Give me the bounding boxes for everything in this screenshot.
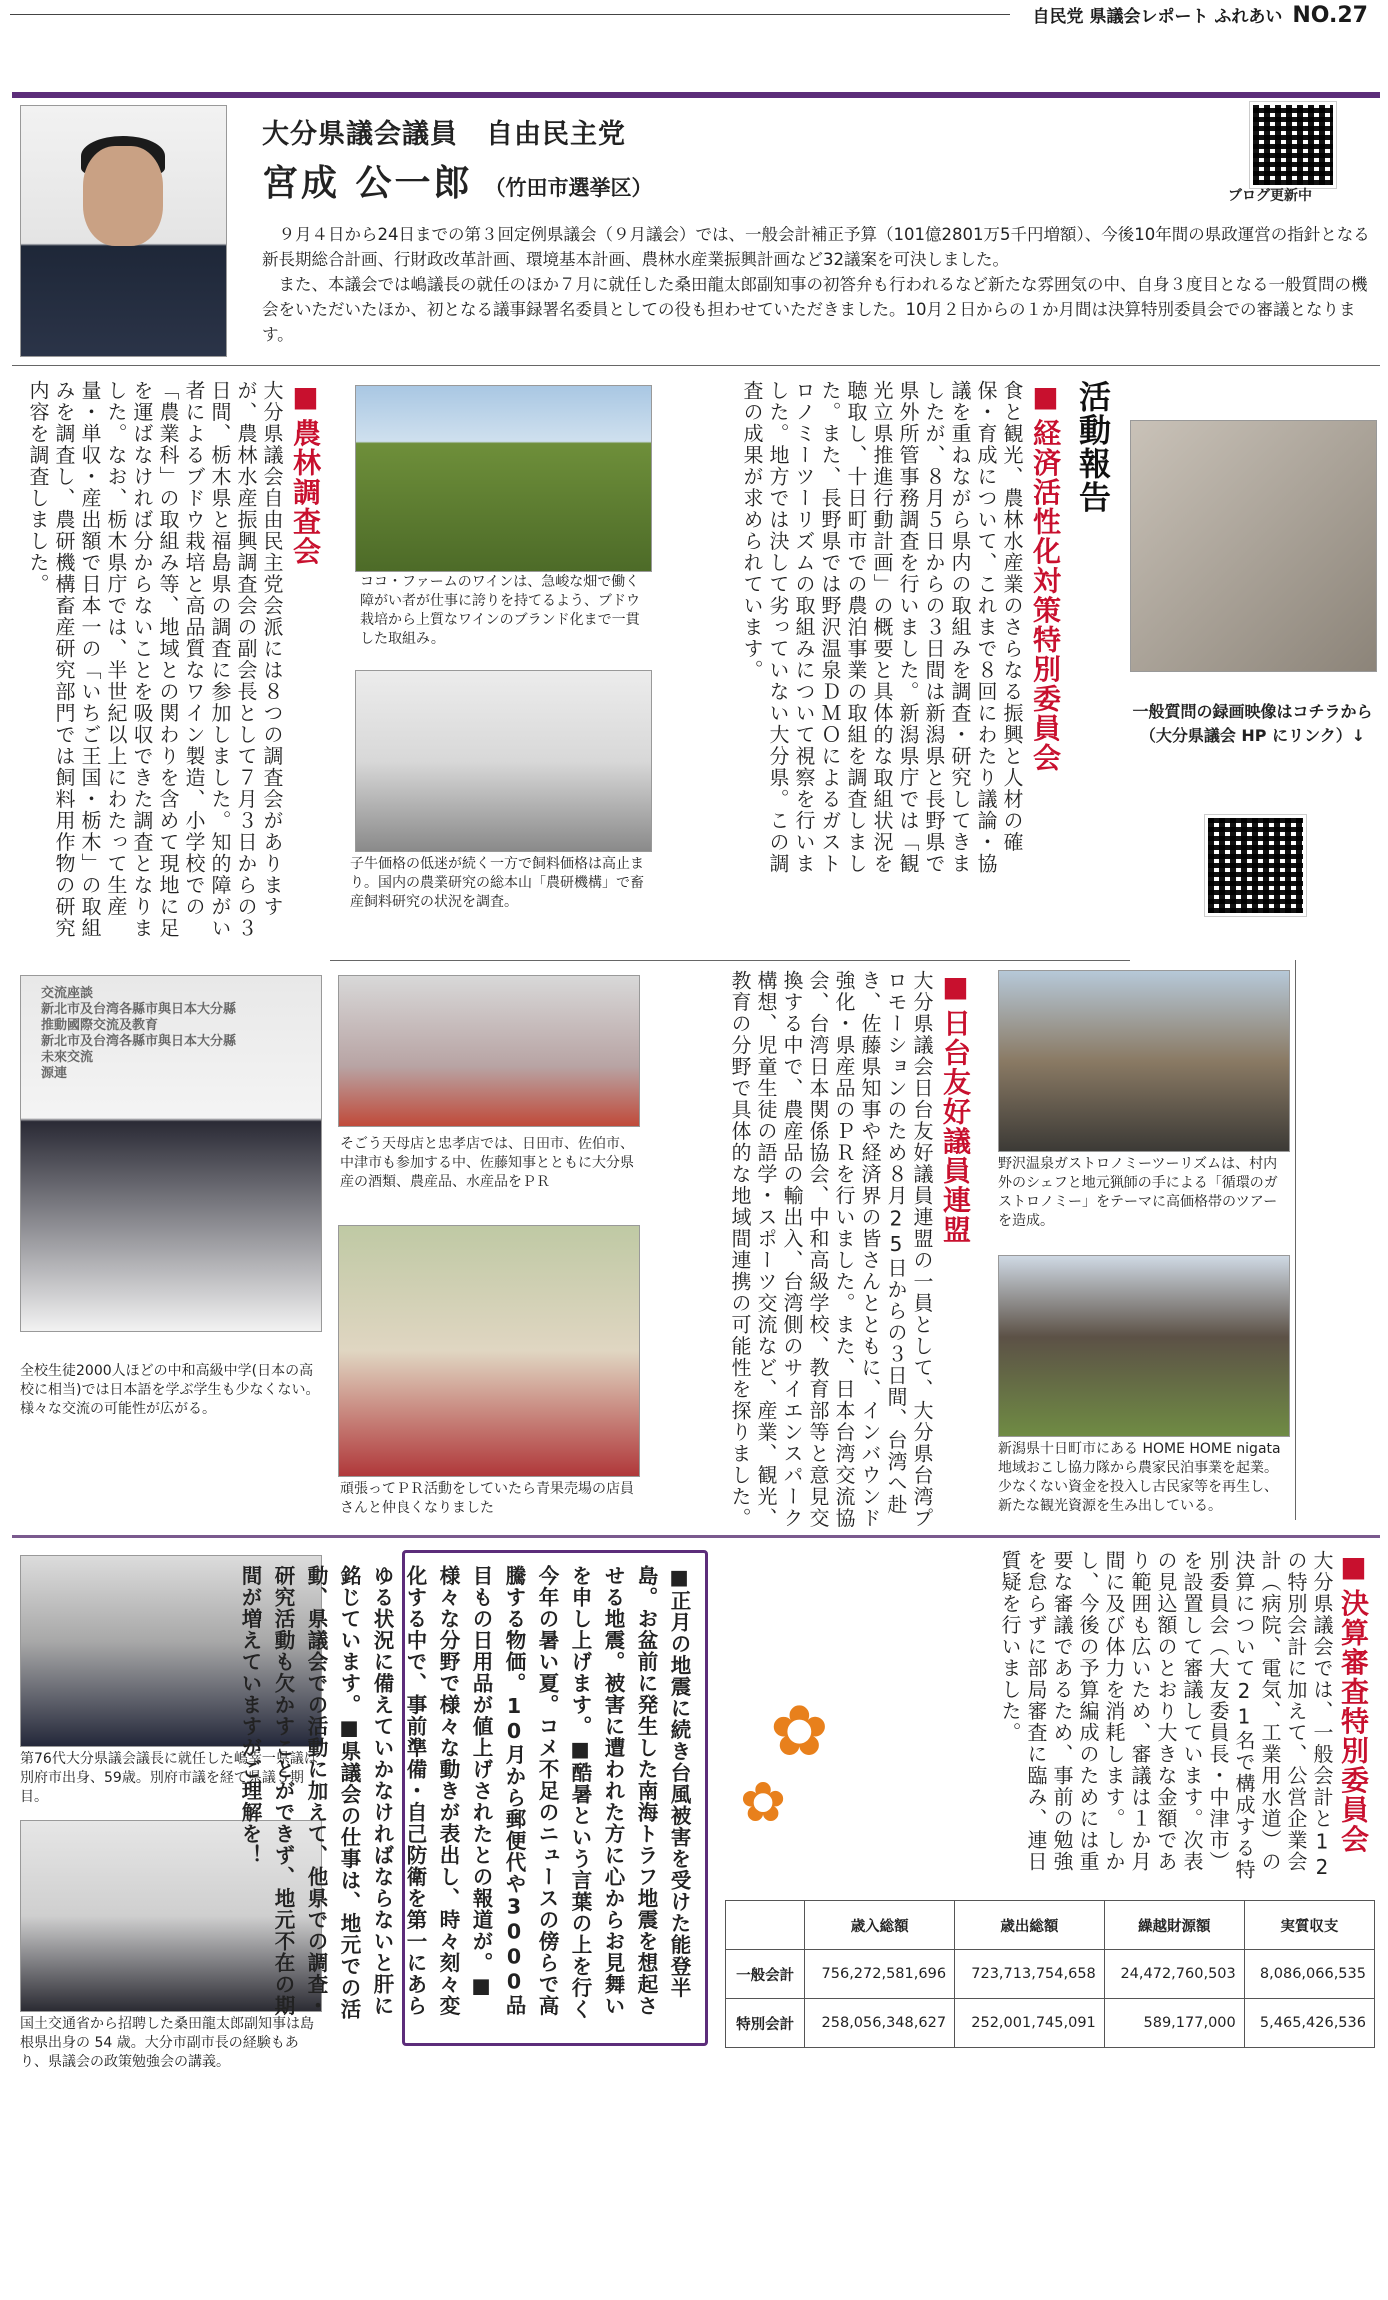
section-divider	[330, 960, 1130, 961]
blog-qr-caption: ブログ更新中	[1228, 188, 1312, 204]
portrait-photo	[20, 105, 227, 357]
school-exchange-photo	[20, 975, 322, 1332]
activity-heading: 活動報告	[1074, 380, 1112, 514]
tokamachi-photo	[998, 1255, 1290, 1437]
tokamachi-caption: 新潟県十日町市にある HOME HOME nigata 地域おこし協力隊から農家民泊事業を起業。少なくない資金を投入し古民家等を再生し、新たな観光資源を生み出している。	[998, 1441, 1281, 1514]
maple-leaf-icon: ✿	[740, 1770, 787, 1834]
vice-governor-caption: 国土交通省から招聘した桑田龍太郎副知事は島根県出身の 54 歳。大分市副市長の経験もあり、県議会の政策勉強会の講義。	[20, 2016, 314, 2070]
maple-leaf-icon: ✿	[770, 1690, 829, 1772]
vineyard-photo	[355, 385, 652, 572]
profile-district: （竹田市選挙区）	[484, 176, 653, 200]
nittai-body: 大分県議会日台友好議員連盟の一員として、大分県台湾プロモーションのため８月25日からの３日間、台湾へ赴き、佐藤県知事や経済界の皆さんとともに、インバウンド強化・県産品のＰＲを行いました。また、日本台湾交流協会、台湾日本関係協会、中和高級学校、教育部等と意見交換する中で、農産品の輸出入、台湾側のサイエンスパーク構想、児童生徒の語学・スポーツ交流など、産業、観光、教育の分野で具体的な地域間連携の可能性を探りました。	[728, 970, 934, 1529]
profile-role: 大分県議会議員 自由民主党	[262, 119, 626, 150]
intro-paragraph-2: また、本議会では嶋議長の就任のほか７月に就任した桑田龍太郎副知事の初答弁も行われるなど新たな雰囲気の中、自身３度目となる一般質問の機会をいただいたほか、初となる議事録署名委員としての役も担わせていただきました。10月２日からの１か月間は決算特別委員会での審議となります。	[262, 275, 1368, 344]
norin-body: 大分県議会自由民主党会派には８つの調査会がありますが、農林水産振興調査会の副会長として７月３日からの３日間、栃木県と福島県の調査に参加しました。知的障がい者によるブドウ栽培と高品質なワイン製造、小学校での「農業科」の取組み等、地域との関わりを含めて現地に足を運ばなければ分からないことを吸収できた調査となりました。なお、栃木県庁では、半世紀以上にわたって生産量・単収・産出額で日本一の「いちご王国・栃木」の取組みを調査し、農研機構畜産研究部門では飼料用作物の研究内容を調査しました。	[26, 380, 284, 939]
keizai-body: 食と観光、農林水産業のさらなる振興と人材の確保・育成について、これまで８回にわたり議論・協議を重ねながら県内の取組みを調査・研究してきましたが、８月５日からの３日間は新潟県と長野県で県外所管事務調査を行いました。新潟県庁では「観光立県推進行動計画」の概要と具体的な取組状況を聴取し、十日町市での農泊事業の取組を調査しました。また、長野県では野沢温泉ＤＭＯによるガストロノミーツーリズムの取組みについて視察を行いました。地方では決して劣っていない大分県。この調査の成果が求められています。	[740, 380, 1024, 875]
school-caption: 全校生徒2000人ほどの中和高級中学(日本の高校に相当)では日本語を学ぶ学生も少なくない。様々な交流の可能性が広がる。	[20, 1363, 320, 1417]
kessan-body: 大分県議会では、一般会計と12の特別会計に加えて、公営企業会計（病院、電気、工業用水道）の決算について21名で構成する特別委員会（大友委員長・中津市）を設置して審議しています。次表の見込額のとおり大きな金額であり範囲も広いため、審議は１か月間に及び体力を消耗します。しかし、今後の予算編成のためには重要な審議であるため、事前の勉強を怠らずに部局審査に臨み、連日質疑を行いました。	[998, 1550, 1334, 1881]
message-text: ■正月の地震に続き台風被害を受けた能登半島。お盆前に発生した南海トラフ地震を想起させる地震。被害に遭われた方に心からお見舞いを申し上げます。■酷暑という言葉の上を行く今年の暑い夏。コメ不足のニュースの傍らで高騰する物価。10月から郵便代や3000品目もの日用品が値上げされたとの報道が。■様々な分野で様々な動きが表出し、時々刻々変化する中で、事前準備・自己防衛を第一にあらゆる状況に備えていかなければならないと肝に銘じています。■県議会の仕事は、地元での活動、県議会での活動に加えて、他県での調査・研究活動も欠かすことができず、地元不在の期間が増えていますがご理解を！	[238, 1565, 691, 2020]
norin-continued	[1300, 960, 1380, 1520]
table-header: 歳入総額	[805, 1901, 955, 1950]
column-divider	[1295, 960, 1296, 1520]
table-row: 特別会計 258,056,348,627 252,001,745,091 589,177,000 5,465,426,536	[726, 1999, 1375, 2048]
calf-caption: 子牛価格の低迷が続く一方で飼料価格は高止まり。国内の農業研究の総本山「農研機構」で畜産飼料研究の状況を調査。	[350, 856, 644, 910]
assembly-speech-photo	[1130, 420, 1377, 672]
sogo-caption: そごう天母店と忠孝店では、日田市、佐伯市、中津市も参加する中、佐藤知事とともに大分県産の酒類、農産品、水産品をＰＲ	[340, 1136, 634, 1190]
wine-caption: ココ・ファームのワインは、急峻な畑で働く障がい者が仕事に誇りを持てるよう、ブドウ栽培から上質なワインのブランド化まで一貫した取組み。	[360, 574, 640, 647]
market-caption: 頑張ってＰＲ活動をしていたら青果売場の店員さんと仲良くなりました	[340, 1481, 634, 1516]
table-header: 実質収支	[1244, 1901, 1374, 1950]
kessan-heading: ■ 決算審査特別委員会	[1340, 1550, 1366, 1880]
video-link-caption[interactable]: 一般質問の録画映像はコチラから（大分県議会 HP にリンク）↓	[1132, 702, 1373, 745]
message-box	[238, 1550, 708, 2046]
top-divider	[12, 92, 1380, 98]
bottom-divider	[12, 1535, 1380, 1538]
chairman-caption: 第76代大分県議会議長に就任した嶋幸一県議は別府市出身、59歳。別府市議を経て県議５期目。	[20, 1751, 318, 1805]
section-divider	[12, 365, 1380, 366]
video-qr-code[interactable]	[1205, 815, 1306, 916]
sogo-promotion-photo	[338, 975, 640, 1127]
market-photo	[338, 1225, 640, 1477]
issue-number: NO.27	[1292, 3, 1368, 28]
blog-qr-code[interactable]	[1250, 102, 1336, 188]
photo-banner-text: 交流座談 新北市及台湾各縣市與日本大分縣 推動國際交流及教育 新北市及台湾各縣市與日本大分縣 未來交流 源連	[41, 986, 237, 1081]
intro-paragraph-1: ９月４日から24日までの第３回定例県議会（９月議会）では、一般会計補正予算（101億2801万5千円増額）、今後10年間の県政運営の指針となる新長期総合計画、行財政改革計画、環境基本計画、農林水産業振興計画など32議案を可決しました。	[262, 225, 1370, 269]
keizai-heading: ■ 経済活性化対策特別委員会	[1032, 380, 1058, 780]
header-title: 自民党 県議会レポート ふれあい NO.27	[1032, 3, 1368, 28]
profile-name: 宮成 公一郎 （竹田市選挙区）	[262, 163, 653, 204]
table-header-row	[726, 1901, 1375, 1950]
table-header: 繰越財源額	[1104, 1901, 1244, 1950]
nozawa-caption: 野沢温泉ガストロノミーツーリズムは、村内外のシェフと地元猟師の手による「循環のガストロノミー」をテーマに高価格帯のツアーを造成。	[998, 1156, 1278, 1229]
header-rule	[10, 14, 1010, 15]
table-row: 一般会計 756,272,581,696 723,713,754,658 24,472,760,503 8,086,066,535	[726, 1950, 1375, 1999]
nittai-heading: ■ 日台友好議員連盟	[942, 970, 968, 1260]
table-header: 歳出総額	[955, 1901, 1105, 1950]
nozawa-photo	[998, 970, 1290, 1152]
settlement-table	[725, 1900, 1375, 2048]
norin-heading: ■ 農林調査会	[292, 380, 318, 580]
seminar-photo	[355, 670, 652, 852]
intro-text	[262, 222, 1372, 347]
